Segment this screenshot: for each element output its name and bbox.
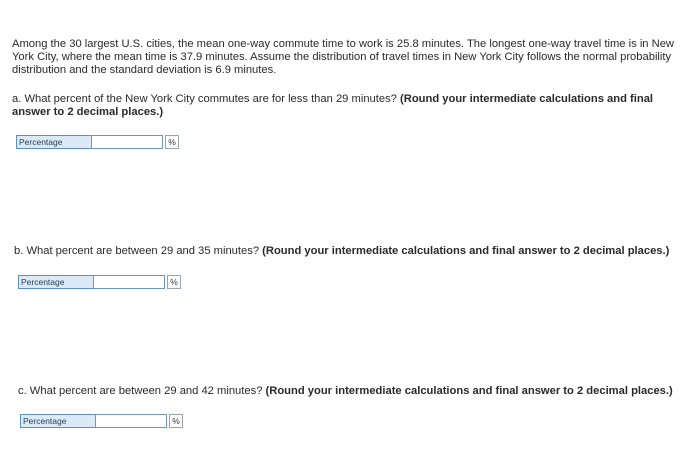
- answer-b-label: Percentage: [18, 275, 94, 289]
- question-c-text: c. What percent are between 29 and 42 minutes?: [18, 385, 266, 397]
- answer-b-input[interactable]: [93, 275, 165, 289]
- answer-row-a: [16, 135, 179, 149]
- question-a-text: a. What percent of the New York City commutes are for less than 29 minutes?: [12, 93, 401, 105]
- answer-a-input[interactable]: [91, 135, 163, 149]
- answer-c-label: Percentage: [20, 414, 96, 428]
- intro-line: distribution and the standard deviation is 6.9 minutes.: [12, 64, 277, 76]
- answer-row-c: [20, 414, 183, 428]
- question-a-instruction: (Round your intermediate calculations and final answer to 2 decimal places.): [12, 93, 654, 118]
- answer-b-unit: %: [167, 275, 181, 289]
- answer-c-input[interactable]: [95, 414, 167, 428]
- question-b-instruction: (Round your intermediate calculations and final answer to 2 decimal places.): [262, 245, 670, 257]
- problem-intro: [12, 38, 700, 77]
- intro-line: Among the 30 largest U.S. cities, the mean one-way commute time to work is 25.8 minutes. The longest one-way travel time is in New: [12, 38, 675, 50]
- question-a: [12, 93, 682, 119]
- question-c-instruction: (Round your intermediate calculations and final answer to 2 decimal places.): [265, 385, 673, 397]
- question-b-text: b. What percent are between 29 and 35 minutes?: [14, 245, 263, 257]
- answer-a-unit: %: [165, 135, 179, 149]
- question-c: [18, 385, 688, 398]
- answer-c-unit: %: [169, 414, 183, 428]
- answer-a-label: Percentage: [16, 135, 92, 149]
- question-b: [14, 245, 694, 258]
- answer-row-b: [18, 275, 181, 289]
- intro-line: York City, where the mean time is 37.9 minutes. Assume the distribution of travel times in New York City follows the normal probability: [12, 51, 672, 63]
